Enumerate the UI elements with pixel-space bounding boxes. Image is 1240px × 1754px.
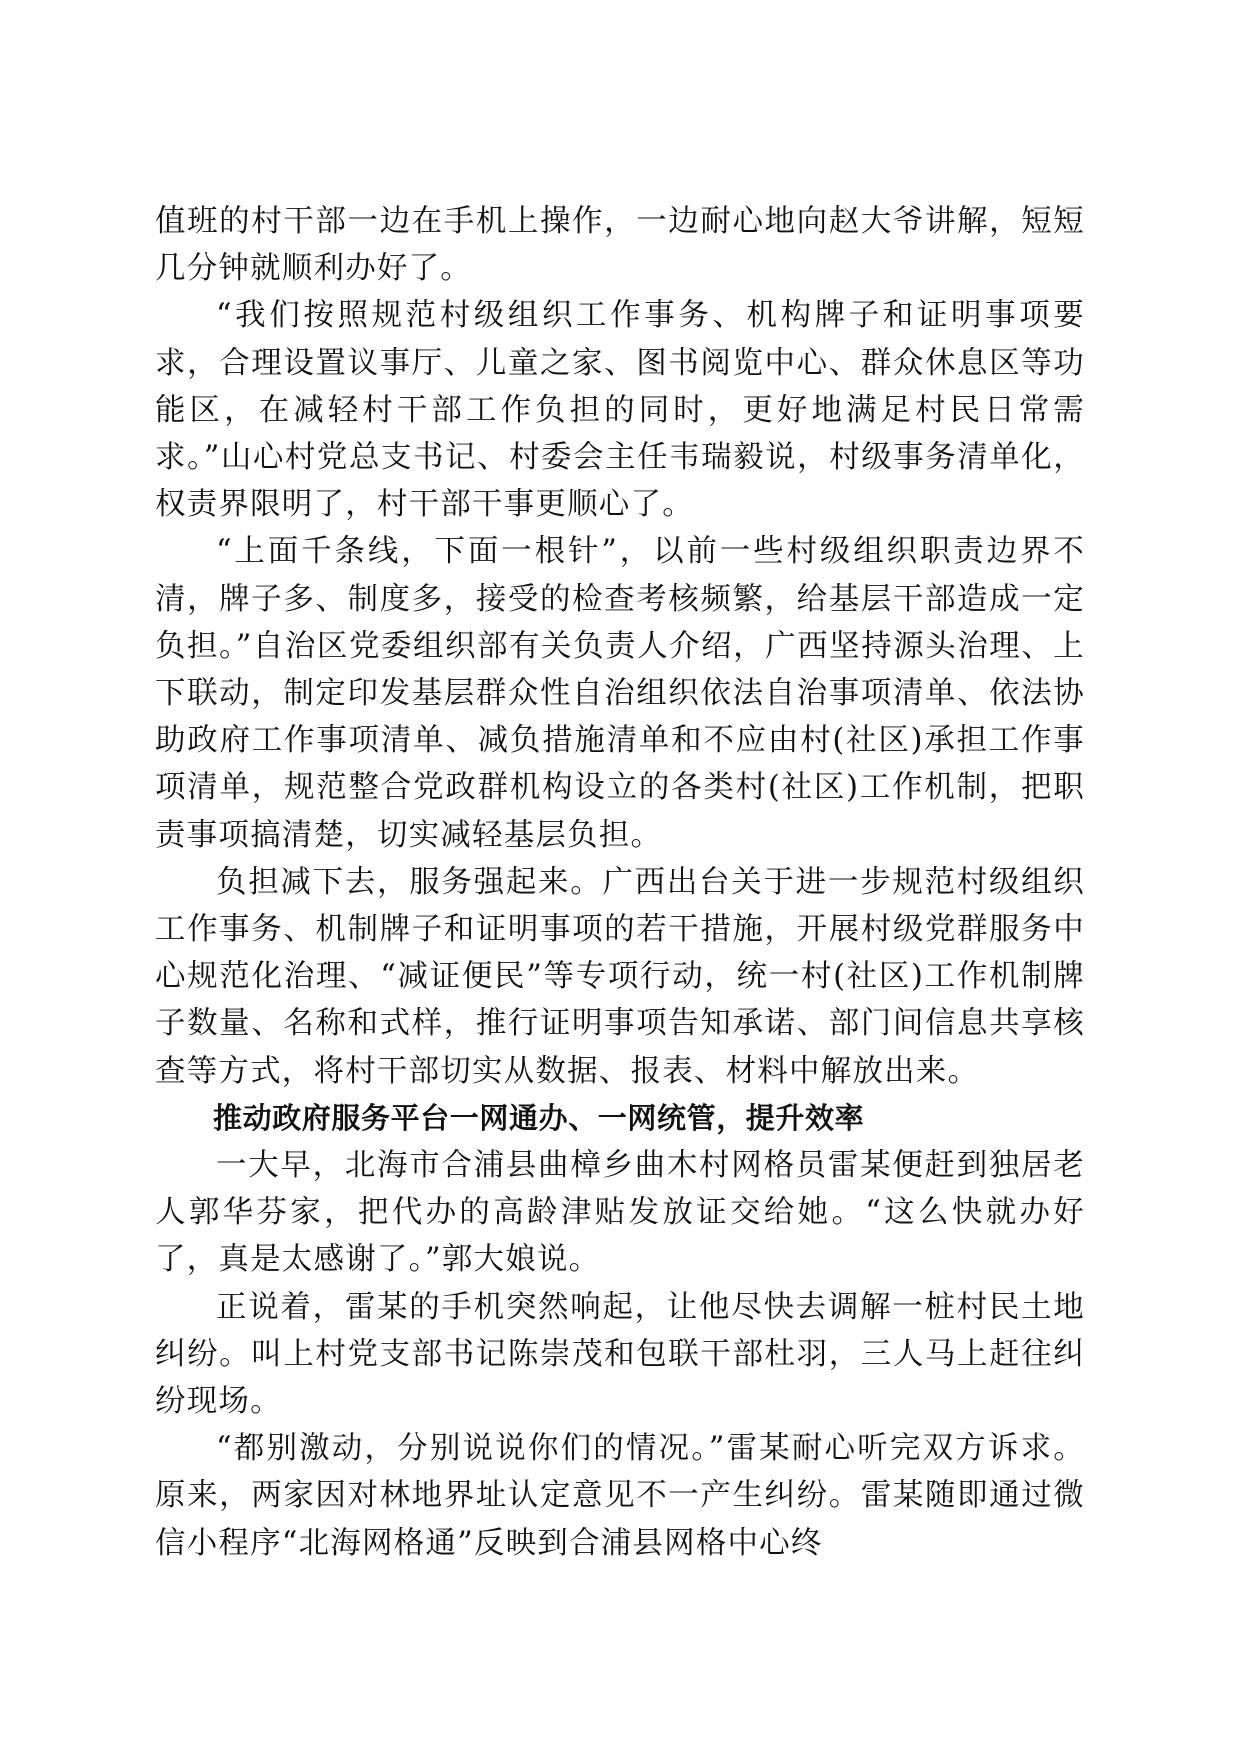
paragraph-village-quote: “我们按照规范村级组织工作事务、机构牌子和证明事项要求，合理设置议事厅、儿童之家、图书阅览中心、群众休息区等功能区，在减轻村干部工作负担的同时，更好地满足村民日常需求。”山心村党总支书记、村委会主任韦瑞毅说，村级事务清单化，权责界限明了，村干部干事更顺心了。 bbox=[155, 298, 1085, 523]
section-heading: 推动政府服务平台一网通办、一网统管，提升效率 bbox=[213, 1100, 865, 1135]
paragraph-grid-worker: 一大早，北海市合浦县曲樟乡曲木村网格员雷某便赶到独居老人郭华芬家，把代办的高龄津贴发放证交给她。“这么快就办好了，真是太感谢了。”郭大娘说。 bbox=[155, 1148, 1085, 1278]
paragraph-burden-lists: “上面千条线，下面一根针”，以前一些村级组织职责边界不清，牌子多、制度多，接受的检查考核频繁，给基层干部造成一定负担。”自治区党委组织部有关负责人介绍，广西坚持源头治理、上下联动，制定印发基层群众性自治组织依法自治事项清单、依法协助政府工作事项清单、减负措施清单和不应由村(社区)承担工作事项清单，规范整合党政群机构设立的各类村(社区)工作机制，把职责事项搞清楚，切实减轻基层负担。 bbox=[155, 534, 1085, 853]
paragraph-continuation: 值班的村干部一边在手机上操作，一边耐心地向赵大爷讲解，短短几分钟就顺利办好了。 bbox=[155, 204, 1085, 287]
paragraph-service-measures: 负担减下去，服务强起来。广西出台关于进一步规范村级组织工作事务、机制牌子和证明事项的若干措施，开展村级党群服务中心规范化治理、“减证便民”等专项行动，统一村(社区)工作机制牌子数量、名称和式样，推行证明事项告知承诺、部门间信息共享核查等方式，将村干部切实从数据、报表、材料中解放出来。 bbox=[155, 864, 1085, 1089]
paragraph-mediation: “都别激动，分别说说你们的情况。”雷某耐心听完双方诉求。原来，两家因对林地界址认定意见不一产生纠纷。雷某随即通过微信小程序“北海网格通”反映到合浦县网格中心终 bbox=[155, 1431, 1085, 1561]
document-page bbox=[155, 198, 1085, 1567]
paragraph-land-dispute: 正说着，雷某的手机突然响起，让他尽快去调解一桩村民土地纠纷。叫上村党支部书记陈崇茂和包联干部杜羽，三人马上赶往纠纷现场。 bbox=[155, 1289, 1085, 1420]
